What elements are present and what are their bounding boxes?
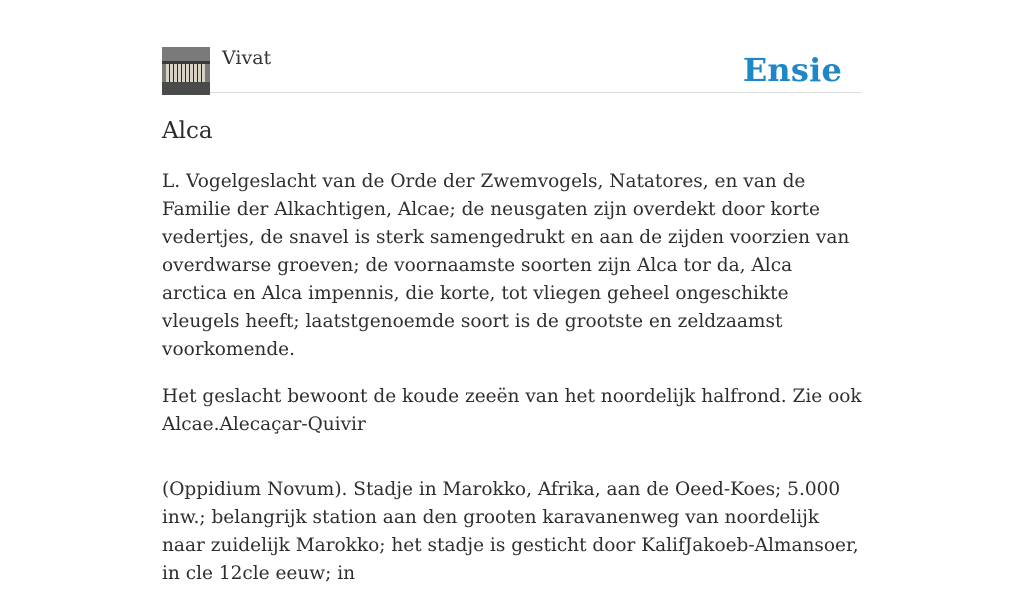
- article-body: [162, 168, 862, 607]
- article-paragraph: L. Vogelgeslacht van de Orde der Zwemvogels, Natatores, en van de Familie der Alkachtigen, Alcae; de neusgaten zijn overdekt door korte vedertjes, de snavel is sterk samengedrukt en aan de zijden voorzien van overdwarse groeven; de voornaamste soorten zijn Alca tor da, Alca arctica en Alca impennis, die korte, tot vliegen geheel ongeschikte vleugels heeft; laatstgenoemde soort is de grootste en zeldzaamst voorkomende.: [162, 171, 850, 360]
- site-logo[interactable]: Ensie: [742, 51, 842, 89]
- page-title: Alca: [162, 118, 213, 144]
- article-paragraph: (Oppidium Novum). Stadje in Marokko, Afrika, aan de Oeed-Koes; 5.000 inw.; belangrijk station aan den grooten karavanenweg van noordelijk naar zuidelijk Marokko; het stadje is gesticht door KalifJakoeb-Almansoer, in cle 12cle eeuw; in: [162, 479, 859, 584]
- author-name[interactable]: Vivat: [222, 47, 272, 69]
- header: [162, 0, 862, 93]
- article-paragraph: Het geslacht bewoont de koude zeeën van het noordelijk halfrond. Zie ook Alcae.Alecaçar-Quivir: [162, 386, 862, 435]
- bookshelf-avatar-icon[interactable]: [162, 47, 210, 95]
- page: [162, 0, 862, 584]
